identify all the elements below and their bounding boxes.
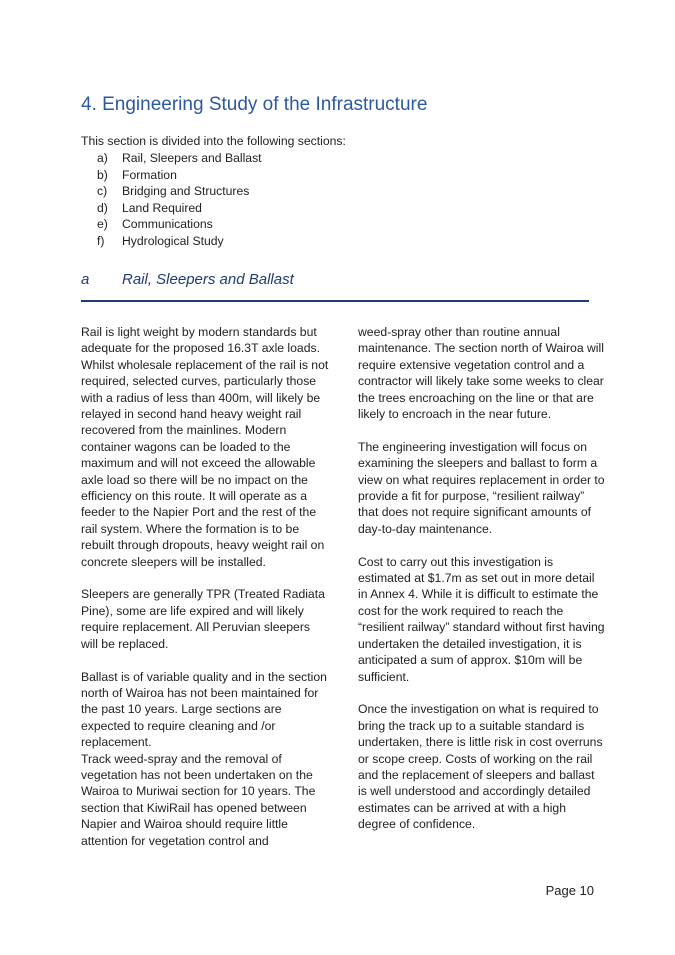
paragraph: Ballast is of variable quality and in the section north of Wairoa has not been maintained for the past 10 years. Large sections are expected to require cleaning and /or replacement.: [81, 669, 327, 750]
list-item-letter: e): [97, 217, 108, 232]
list-item-label: Communications: [122, 217, 213, 232]
section-heading: [81, 271, 294, 288]
left-column: [81, 324, 329, 865]
section-divider: [81, 300, 589, 302]
section-list: [97, 150, 262, 250]
paragraph: weed-spray other than routine annual maintenance. The section north of Wairoa will require extensive vegetation control and a contractor will likely take some weeks to clear the trees encroaching on the line or that are likely to encroach in the near future.: [358, 325, 604, 422]
paragraph: Sleepers are generally TPR (Treated Radiata Pine), some are life expired and will likely require replacement. All Peruvian sleepers will be replaced.: [81, 587, 325, 651]
list-item-label: Land Required: [122, 200, 202, 215]
section-heading-letter: a: [81, 271, 90, 288]
paragraph: The engineering investigation will focus on examining the sleepers and ballast to form a view on what requires replacement in order to provide a fit for purpose, “resilient railway” that does not require significant amounts of day-to-day maintenance.: [358, 439, 605, 536]
paragraph: Once the investigation on what is required to bring the track up to a suitable standard is undertaken, there is little risk in cost overruns or scope creep. Costs of working on the rail and the replacement of sleepers and ballast is well understood and accordingly detailed estimates can be arrived at with a high degree of confidence.: [358, 702, 603, 832]
paragraph: Rail is light weight by modern standards but adequate for the proposed 16.3T axle loads. Whilst wholesale replacement of the rail is not required, selected curves, particularly those with a radius of less than 400m, will likely be relayed in second hand heavy weight rail recovered from the mainlines. Modern container wagons can be loaded to the maximum and will not exceed the allowable axle load so there will be no impact on the efficiency on this route. It will operate as a feeder to the Napier Port and the rest of the rail system. Where the formation is to be rebuilt through dropouts, heavy weight rail on concrete sleepers will be installed.: [81, 325, 329, 569]
intro-text: This section is divided into the following sections:: [81, 134, 346, 148]
page-number: Page 10: [545, 883, 594, 898]
list-item: [97, 150, 262, 167]
section-heading-text: Rail, Sleepers and Ballast: [122, 271, 294, 288]
list-item-letter: f): [97, 233, 105, 248]
list-item-label: Formation: [122, 167, 177, 182]
list-item-letter: b): [97, 167, 108, 182]
list-item: [97, 183, 262, 200]
paragraph: Cost to carry out this investigation is estimated at $1.7m as set out in more detail in Annex 4. While it is difficult to estimate the cost for the work required to reach the “resilient railway” standard without first having undertaken the detailed investigation, it is anticipated a sum of approx. $10m will be sufficient.: [358, 554, 605, 684]
list-item-label: Bridging and Structures: [122, 184, 250, 199]
list-item-letter: d): [97, 200, 108, 215]
list-item: [97, 167, 262, 184]
page-title: 4. Engineering Study of the Infrastructure: [81, 94, 428, 115]
list-item-letter: a): [97, 151, 108, 165]
list-item: [97, 233, 262, 250]
list-item-label: Rail, Sleepers and Ballast: [122, 151, 262, 165]
right-column: [358, 324, 606, 849]
list-item-label: Hydrological Study: [122, 233, 224, 248]
list-item: [97, 216, 262, 233]
list-item: [97, 200, 262, 217]
list-item-letter: c): [97, 184, 108, 199]
paragraph: Track weed-spray and the removal of vegetation has not been undertaken on the Wairoa to Muriwai section for 10 years. The section that KiwiRail has opened between Napier and Wairoa should require little attention for vegetation control and: [81, 751, 316, 848]
